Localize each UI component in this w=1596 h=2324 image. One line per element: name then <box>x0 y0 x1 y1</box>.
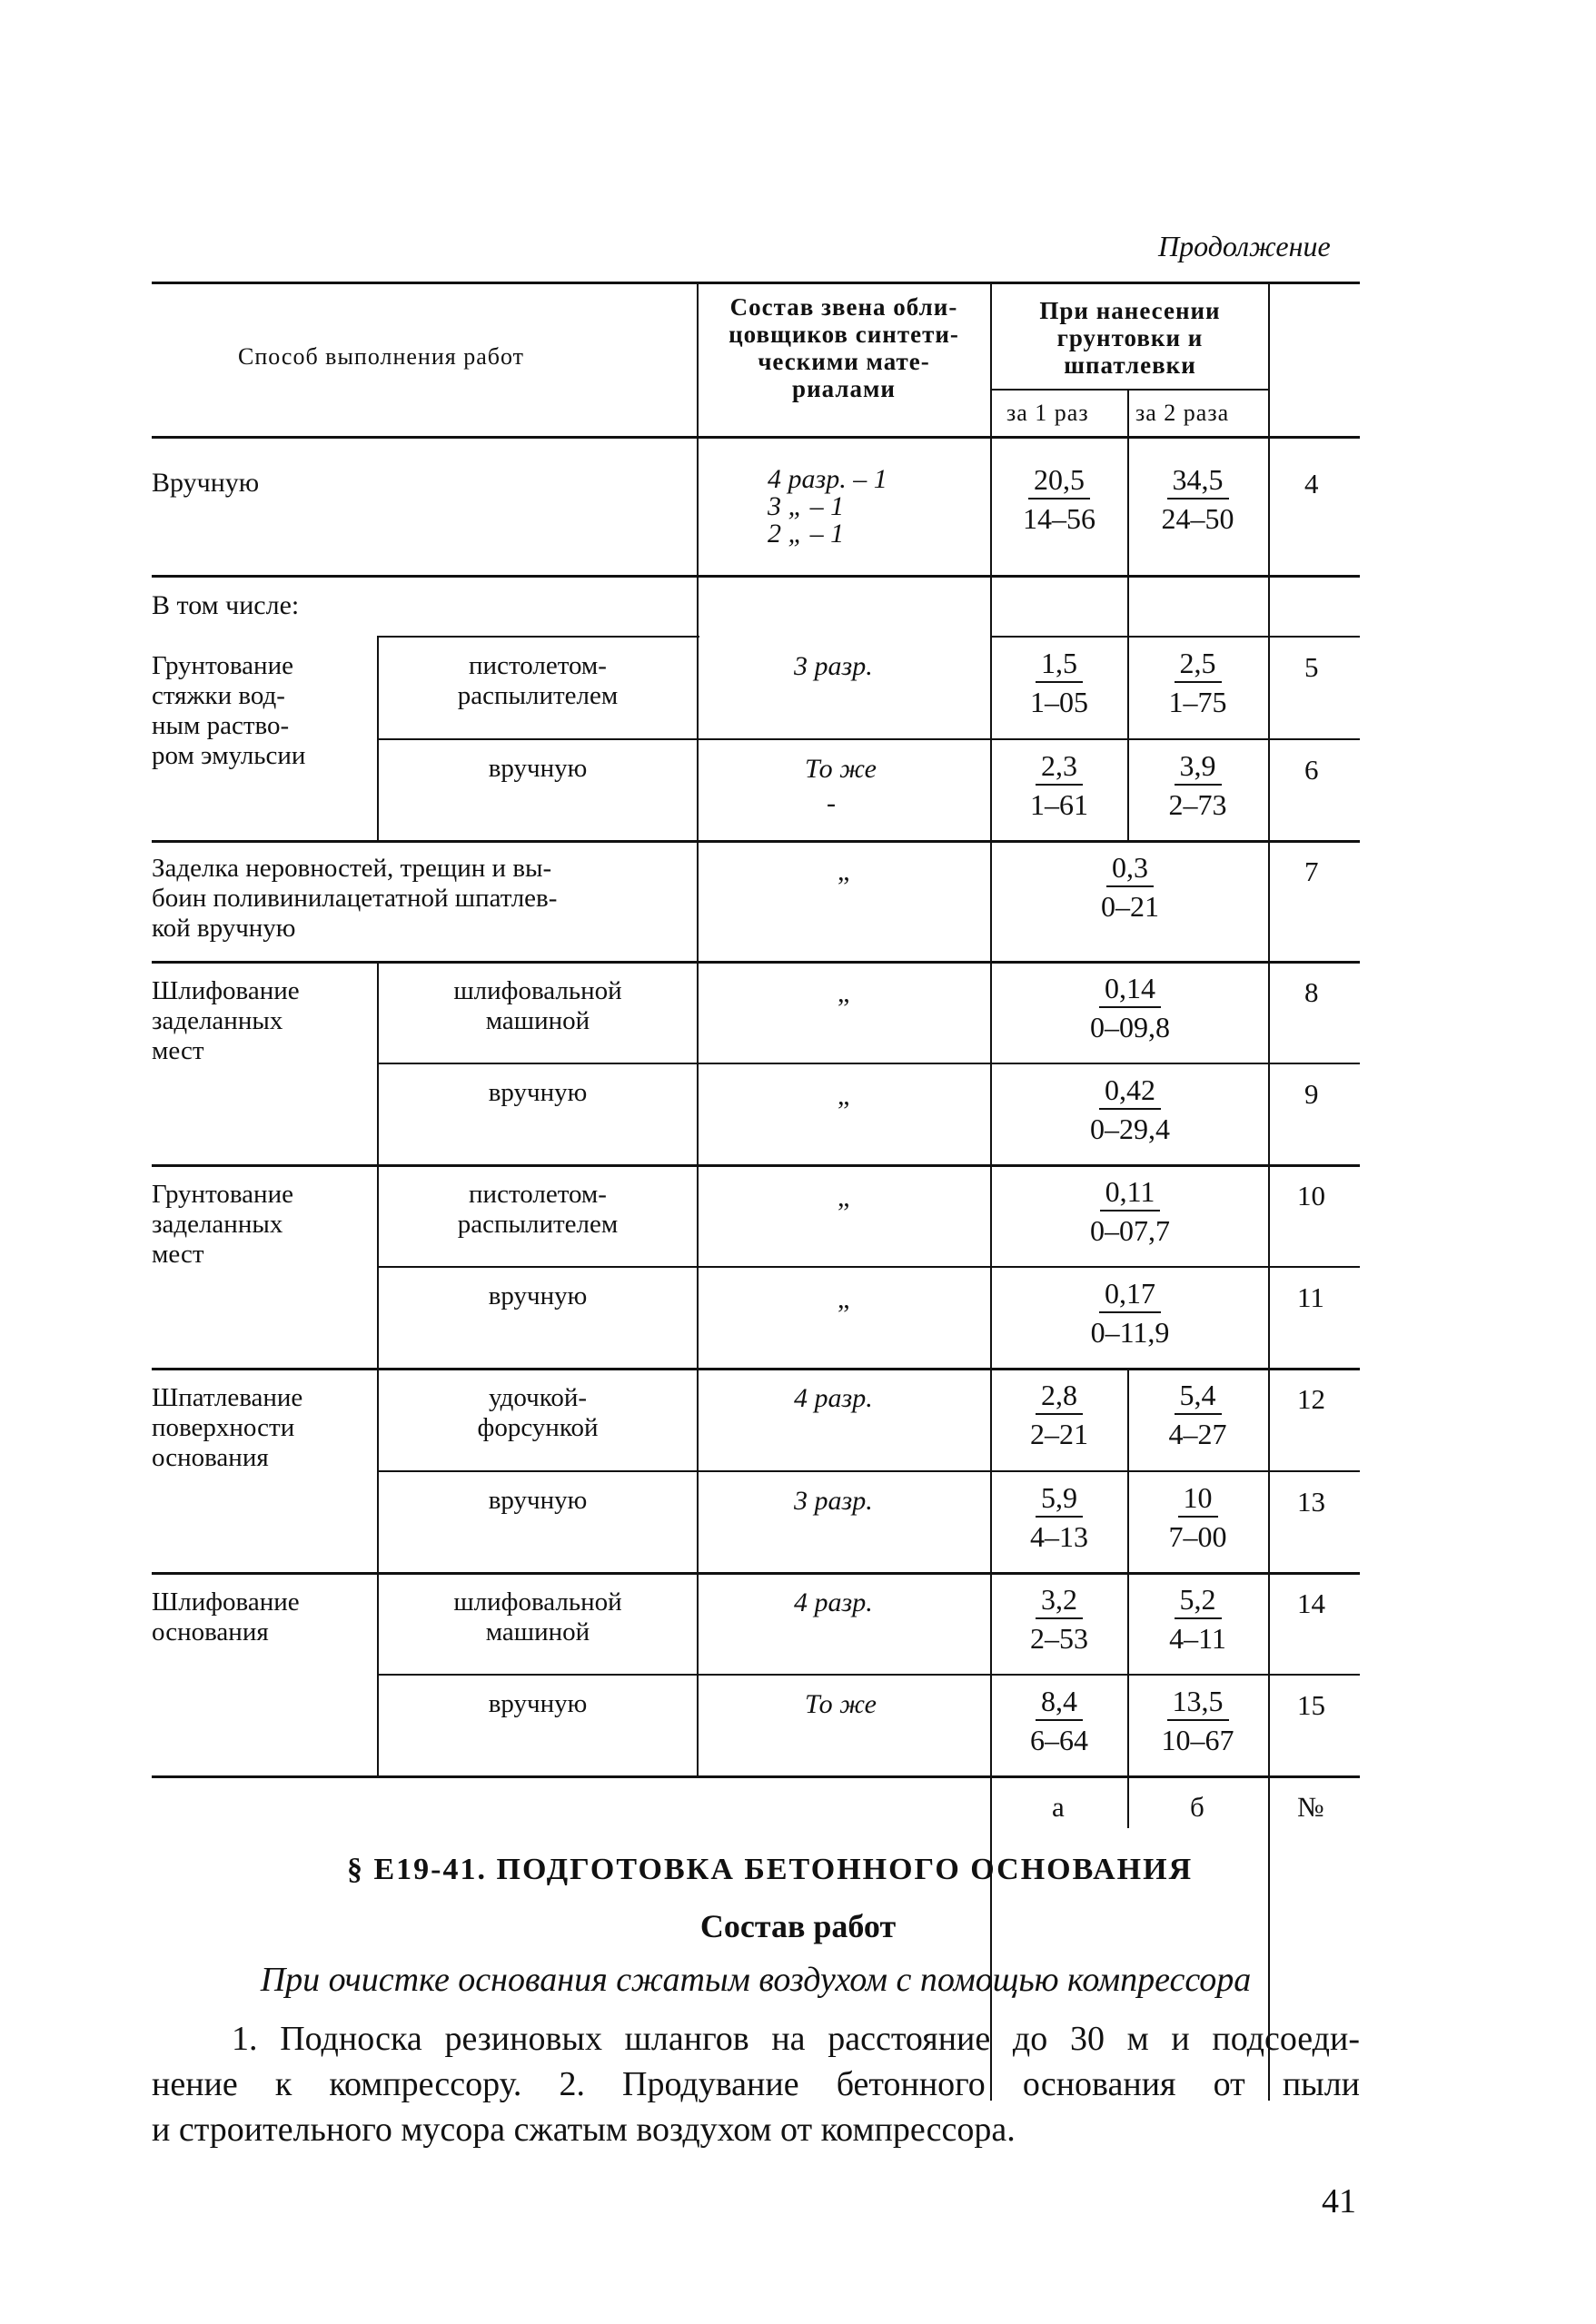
frac-num: 5,2 <box>1175 1581 1222 1619</box>
row-number-10: 10 <box>1297 1180 1325 1211</box>
sub-line: форсункой <box>477 1413 599 1442</box>
paragraph-line: и строительного мусора сжатым воздухом от компрессора. <box>152 2111 1016 2149</box>
frac-den: 7–00 <box>1168 1520 1227 1553</box>
page-number: 41 <box>1322 2182 1356 2220</box>
crew-r14: 4 разр. <box>794 1587 873 1617</box>
frac-den: 6–64 <box>1030 1724 1088 1756</box>
sub-r12 <box>380 1383 696 1443</box>
frac-num: 8,4 <box>1036 1683 1083 1721</box>
crew-line: 2 „ – 1 <box>768 519 845 549</box>
value-ab-r7 <box>993 849 1267 925</box>
crew-r9: „ <box>838 1081 850 1111</box>
crew-r7: „ <box>838 856 850 886</box>
method-line: Грунтование <box>152 651 293 680</box>
sub-line: пистолетом- <box>469 1180 607 1209</box>
sub-line: машиной <box>485 1006 590 1035</box>
value-a-r12 <box>993 1377 1125 1453</box>
sub-r9: вручную <box>488 1078 588 1107</box>
frac-den: 0–11,9 <box>1090 1316 1170 1349</box>
method-line: Заделка неровностей, трещин и вы- <box>152 854 552 883</box>
frac-num: 13,5 <box>1167 1683 1229 1721</box>
vline-b3 <box>1127 1775 1129 1828</box>
row-number-12: 12 <box>1297 1383 1325 1415</box>
crew-r6-dash: - <box>827 788 836 818</box>
row-number-15: 15 <box>1297 1689 1325 1721</box>
method-line: заделанных <box>152 1210 283 1239</box>
method-line: основания <box>152 1617 269 1647</box>
value-a-r15 <box>993 1683 1125 1759</box>
rule-r10 <box>379 1266 1360 1268</box>
crew-r15: То же <box>805 1689 877 1719</box>
sub-line: удочкой- <box>488 1383 588 1412</box>
sub-line: шлифовальной <box>453 1587 622 1617</box>
vline-sub1 <box>377 636 379 840</box>
row-number-5: 5 <box>1304 651 1319 683</box>
rule-r6 <box>152 840 1360 843</box>
frac-den: 0–21 <box>1101 890 1159 923</box>
rule-r14 <box>379 1674 1360 1676</box>
frac-num: 0,11 <box>1100 1173 1161 1211</box>
method-line: основания <box>152 1443 269 1472</box>
frac-num: 5,9 <box>1036 1479 1083 1518</box>
frac-num: 0,42 <box>1099 1072 1161 1110</box>
value-a-r6 <box>993 747 1125 824</box>
vline-ab <box>1127 389 1129 436</box>
sub-line: машиной <box>485 1617 590 1647</box>
header-applying-line: грунтовки и <box>1056 324 1204 351</box>
row-number-4: 4 <box>1304 468 1319 499</box>
value-b-r6 <box>1129 747 1266 824</box>
header-crew-line: риалами <box>792 375 896 402</box>
frac-den: 4–11 <box>1169 1622 1226 1655</box>
method-line: стяжки вод- <box>152 681 285 710</box>
including-label: В том числе: <box>152 590 300 620</box>
frac-den: 4–27 <box>1168 1418 1227 1450</box>
frac-num: 2,5 <box>1175 645 1222 683</box>
method-line: Шпатлевание <box>152 1383 303 1412</box>
sub-r8 <box>380 976 696 1036</box>
vline-a <box>990 282 992 2101</box>
frac-den: 2–21 <box>1030 1418 1088 1450</box>
value-b-r4 <box>1129 461 1266 538</box>
row-number-6: 6 <box>1304 754 1319 786</box>
method-g1 <box>152 651 305 771</box>
value-a-r13 <box>993 1479 1125 1556</box>
rule-r9 <box>152 1164 1360 1167</box>
crew-r10: „ <box>838 1182 850 1212</box>
value-b-r12 <box>1129 1377 1266 1453</box>
method-g5 <box>152 1587 300 1647</box>
method-line: мест <box>152 1240 204 1269</box>
value-a-r4 <box>993 461 1125 538</box>
value-b-r5 <box>1129 645 1266 721</box>
row-number-9: 9 <box>1304 1078 1319 1110</box>
header-crew <box>699 293 988 402</box>
rule-subheader <box>992 389 1269 391</box>
frac-num: 34,5 <box>1167 461 1229 499</box>
frac-num: 3,9 <box>1175 747 1222 786</box>
row-number-11: 11 <box>1297 1281 1324 1313</box>
rule-bottom <box>152 1775 1360 1778</box>
rule-top <box>152 282 1360 284</box>
method-g2 <box>152 976 300 1066</box>
frac-num: 20,5 <box>1028 461 1090 499</box>
crew-r4 <box>768 466 887 548</box>
sub-r13: вручную <box>488 1486 588 1515</box>
rule-r4 <box>152 575 1360 578</box>
frac-num: 2,3 <box>1036 747 1083 786</box>
header-crew-line: Состав звена обли- <box>729 293 958 321</box>
header-second-coat: за 2 раза <box>1135 400 1230 426</box>
frac-den: 10–67 <box>1161 1724 1234 1756</box>
value-a-r5 <box>993 645 1125 721</box>
frac-den: 14–56 <box>1023 502 1095 535</box>
header-applying <box>993 297 1267 379</box>
frac-num: 3,2 <box>1036 1581 1083 1619</box>
method-line: заделанных <box>152 1006 283 1035</box>
rule-header-bottom <box>152 436 1360 439</box>
sub-line: пистолетом- <box>469 651 607 680</box>
rule-g1-top-r <box>992 636 1360 638</box>
composition-subtitle: При очистке основания сжатым воздухом с помощью компрессора <box>260 1961 1252 1999</box>
method-r4: Вручную <box>152 468 260 498</box>
value-ab-r9 <box>993 1072 1267 1148</box>
sub-r5 <box>380 651 696 711</box>
header-crew-line: ческими мате- <box>758 348 930 375</box>
method-g3 <box>152 1180 293 1270</box>
frac-den: 0–07,7 <box>1090 1214 1170 1247</box>
rule-r5 <box>379 738 1360 740</box>
value-b-r14 <box>1129 1581 1266 1657</box>
method-line: кой вручную <box>152 914 296 943</box>
crew-r11: „ <box>838 1284 850 1314</box>
column-label-a: а <box>1052 1791 1065 1823</box>
frac-num: 10 <box>1178 1479 1218 1518</box>
method-line: Шлифование <box>152 1587 300 1617</box>
sub-r11: вручную <box>488 1281 588 1310</box>
frac-num: 5,4 <box>1175 1377 1222 1415</box>
frac-den: 1–05 <box>1030 686 1088 718</box>
crew-r13: 3 разр. <box>794 1486 873 1516</box>
frac-den: 2–73 <box>1168 788 1227 821</box>
row-number-7: 7 <box>1304 855 1319 887</box>
crew-r8: „ <box>838 978 850 1008</box>
value-ab-r8 <box>993 970 1267 1046</box>
sub-line: распылителем <box>457 681 619 710</box>
work-description <box>152 2016 1360 2152</box>
frac-num: 2,8 <box>1036 1377 1083 1415</box>
frac-num: 1,5 <box>1036 645 1083 683</box>
sub-r6: вручную <box>488 754 588 783</box>
method-line: мест <box>152 1036 204 1065</box>
method-g4 <box>152 1383 302 1473</box>
method-line: Грунтование <box>152 1180 293 1209</box>
frac-den: 2–53 <box>1030 1622 1088 1655</box>
section-heading: § Е19-41. ПОДГОТОВКА БЕТОННОГО ОСНОВАНИЯ <box>347 1853 1194 1886</box>
method-r7 <box>152 854 557 944</box>
value-b-r13 <box>1129 1479 1266 1556</box>
sub-r15: вручную <box>488 1689 588 1718</box>
continuation-label: Продолжение <box>1158 230 1331 262</box>
sub-r10 <box>380 1180 696 1240</box>
row-number-8: 8 <box>1304 976 1319 1008</box>
sub-r14 <box>380 1587 696 1647</box>
sub-line: шлифовальной <box>453 976 622 1005</box>
value-a-r14 <box>993 1581 1125 1657</box>
rule-r11 <box>152 1368 1360 1370</box>
rule-r8 <box>379 1063 1360 1064</box>
value-b-r15 <box>1129 1683 1266 1759</box>
frac-den: 1–61 <box>1030 788 1088 821</box>
header-first-coat: за 1 раз <box>1006 400 1089 426</box>
crew-r5: 3 разр. <box>794 651 873 681</box>
frac-den: 4–13 <box>1030 1520 1088 1553</box>
header-applying-line: шпатлевки <box>1064 351 1196 379</box>
method-line: Шлифование <box>152 976 300 1005</box>
crew-r12: 4 разр. <box>794 1383 873 1413</box>
method-line: боин поливинилацетатной шпатлев- <box>152 884 558 913</box>
crew-line: 3 „ – 1 <box>768 491 845 521</box>
frac-den: 1–75 <box>1168 686 1227 718</box>
vline-crew <box>697 282 699 1775</box>
frac-den: 0–09,8 <box>1090 1011 1170 1043</box>
method-line: ным раство- <box>152 711 290 740</box>
value-ab-r10 <box>993 1173 1267 1250</box>
frac-num: 0,14 <box>1099 970 1161 1008</box>
row-number-13: 13 <box>1297 1486 1325 1518</box>
sub-line: распылителем <box>457 1210 619 1239</box>
crew-line: 4 разр. – 1 <box>768 464 887 494</box>
rule-g1-top <box>379 636 699 638</box>
frac-den: 0–29,4 <box>1090 1113 1170 1145</box>
paragraph-line: 1. Подноска резиновых шлангов на расстояние до 30 м и подсоеди- <box>232 2020 1360 2058</box>
rule-r12 <box>379 1470 1360 1472</box>
column-label-b: б <box>1190 1791 1204 1823</box>
header-crew-line: цовщиков синтети- <box>729 321 959 348</box>
header-applying-line: При нанесении <box>1039 297 1221 324</box>
rule-r7 <box>152 961 1360 964</box>
method-line: поверхности <box>152 1413 295 1442</box>
value-ab-r11 <box>993 1275 1267 1351</box>
rule-r13 <box>152 1572 1360 1575</box>
method-line: ром эмульсии <box>152 741 306 770</box>
vline-no <box>1268 282 1270 2101</box>
header-method: Способ выполнения работ <box>238 343 524 370</box>
column-label-number: № <box>1297 1791 1324 1823</box>
frac-num: 0,3 <box>1106 849 1154 887</box>
vline-sub2 <box>377 961 379 1775</box>
composition-title: Состав работ <box>699 1908 897 1944</box>
frac-den: 24–50 <box>1161 502 1234 535</box>
frac-num: 0,17 <box>1099 1275 1161 1313</box>
row-number-14: 14 <box>1297 1587 1325 1619</box>
paragraph-line: нение к компрессору. 2. Продувание бетонного основания от пыли <box>152 2065 1360 2103</box>
crew-r6: То же <box>805 754 877 784</box>
